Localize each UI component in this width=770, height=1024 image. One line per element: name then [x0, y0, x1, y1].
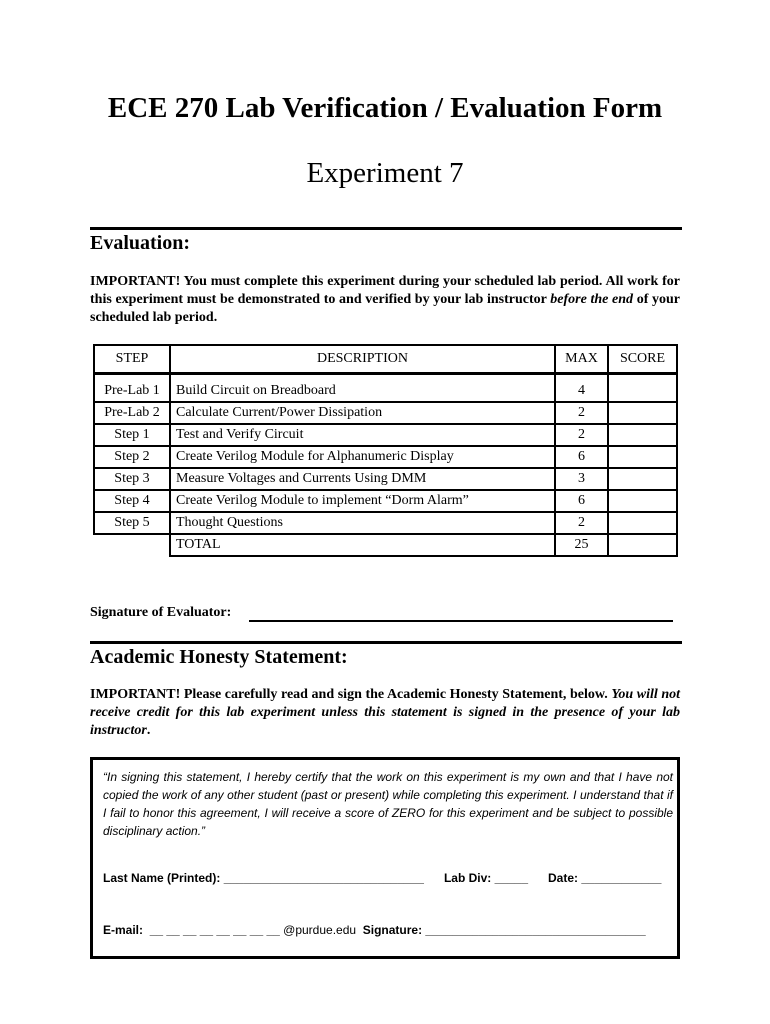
max-cell: 6	[555, 490, 608, 512]
total-label: TOTAL	[170, 534, 555, 556]
table-header-row	[94, 345, 677, 374]
important-text: IMPORTANT! Please carefully read and sign the Academic Honesty Statement, below.	[90, 687, 608, 702]
important-text-end: of your scheduled lab period.	[90, 292, 681, 325]
evaluation-heading: Evaluation:	[90, 232, 191, 254]
description-cell: Test and Verify Circuit	[170, 424, 555, 446]
max-cell: 2	[555, 424, 608, 446]
description-cell: Measure Voltages and Currents Using DMM	[170, 468, 555, 490]
email-domain: @purdue.edu	[283, 923, 357, 937]
step-cell: Step 5	[94, 512, 170, 534]
description-cell: Build Circuit on Breadboard	[170, 374, 555, 403]
description-cell: Thought Questions	[170, 512, 555, 534]
score-cell[interactable]	[608, 424, 677, 446]
honesty-statement: “In signing this statement, I hereby certify that the work on this experiment is my own and that I have not copied the work of any other student (past or present) while completing this experiment. I understand that if I fail to honor this agreement, I will receive a score of ZERO for this experiment and be subject to possible disciplinary action.”	[103, 770, 673, 838]
header-score: SCORE	[608, 345, 677, 374]
evaluation-table	[93, 344, 678, 557]
score-cell[interactable]	[608, 490, 677, 512]
score-cell[interactable]	[608, 402, 677, 424]
page-title: ECE 270 Lab Verification / Evaluation Form	[107, 92, 663, 124]
last-name-field[interactable]: ______________________________	[223, 871, 424, 885]
email-fields-row	[103, 923, 646, 937]
description-cell: Calculate Current/Power Dissipation	[170, 402, 555, 424]
signature-field[interactable]: _________________________________	[425, 923, 646, 937]
table-row	[94, 490, 677, 512]
evaluator-signature-label: Signature of Evaluator:	[90, 605, 232, 620]
header-step: STEP	[94, 345, 170, 374]
email-label: E-mail:	[103, 923, 144, 937]
page-subtitle: Experiment 7	[306, 157, 464, 189]
date-field[interactable]: ____________	[581, 871, 662, 885]
evaluation-important-note	[90, 273, 680, 327]
honesty-heading: Academic Honesty Statement:	[90, 646, 348, 668]
header-description: DESCRIPTION	[170, 345, 555, 374]
step-cell: Pre-Lab 2	[94, 402, 170, 424]
table-row	[94, 512, 677, 534]
max-cell: 3	[555, 468, 608, 490]
important-emphasis: You will not receive credit for this lab experiment unless this statement is signed in the presence of your lab instructor	[90, 687, 681, 738]
table-row	[94, 402, 677, 424]
table-row	[94, 424, 677, 446]
section-divider	[90, 641, 682, 644]
total-score[interactable]	[608, 534, 677, 556]
header-max: MAX	[555, 345, 608, 374]
score-cell[interactable]	[608, 446, 677, 468]
total-row	[94, 534, 677, 556]
honesty-statement-box	[90, 757, 680, 959]
date-label: Date:	[548, 871, 579, 885]
max-cell: 2	[555, 512, 608, 534]
step-cell: Step 2	[94, 446, 170, 468]
score-cell[interactable]	[608, 468, 677, 490]
score-cell[interactable]	[608, 512, 677, 534]
score-cell[interactable]	[608, 374, 677, 403]
email-field[interactable]: __ __ __ __ __ __ __ __	[149, 923, 280, 937]
max-cell: 2	[555, 402, 608, 424]
honesty-important-note	[90, 686, 680, 740]
step-cell: Step 3	[94, 468, 170, 490]
table-row	[94, 446, 677, 468]
lab-div-label: Lab Div:	[443, 871, 492, 885]
total-max: 25	[555, 534, 608, 556]
max-cell: 6	[555, 446, 608, 468]
signature-label: Signature:	[362, 923, 423, 937]
important-text: IMPORTANT! You must complete this experiment during your scheduled lab period. All work for this experiment must be demonstrated to and verified by your lab instructor	[90, 274, 680, 307]
important-emphasis: before the end	[550, 292, 634, 307]
section-divider	[90, 227, 682, 230]
lab-div-field[interactable]: _____	[494, 871, 528, 885]
important-text-end: .	[146, 723, 151, 738]
evaluator-signature-line[interactable]	[249, 620, 673, 622]
name-fields-row	[103, 871, 661, 885]
step-cell: Pre-Lab 1	[94, 374, 170, 403]
empty-cell	[94, 534, 170, 556]
description-cell: Create Verilog Module for Alphanumeric Display	[170, 446, 555, 468]
step-cell: Step 4	[94, 490, 170, 512]
step-cell: Step 1	[94, 424, 170, 446]
last-name-label: Last Name (Printed):	[103, 871, 221, 885]
description-cell: Create Verilog Module to implement “Dorm Alarm”	[170, 490, 555, 512]
max-cell: 4	[555, 374, 608, 403]
table-row	[94, 374, 677, 403]
table-row	[94, 468, 677, 490]
